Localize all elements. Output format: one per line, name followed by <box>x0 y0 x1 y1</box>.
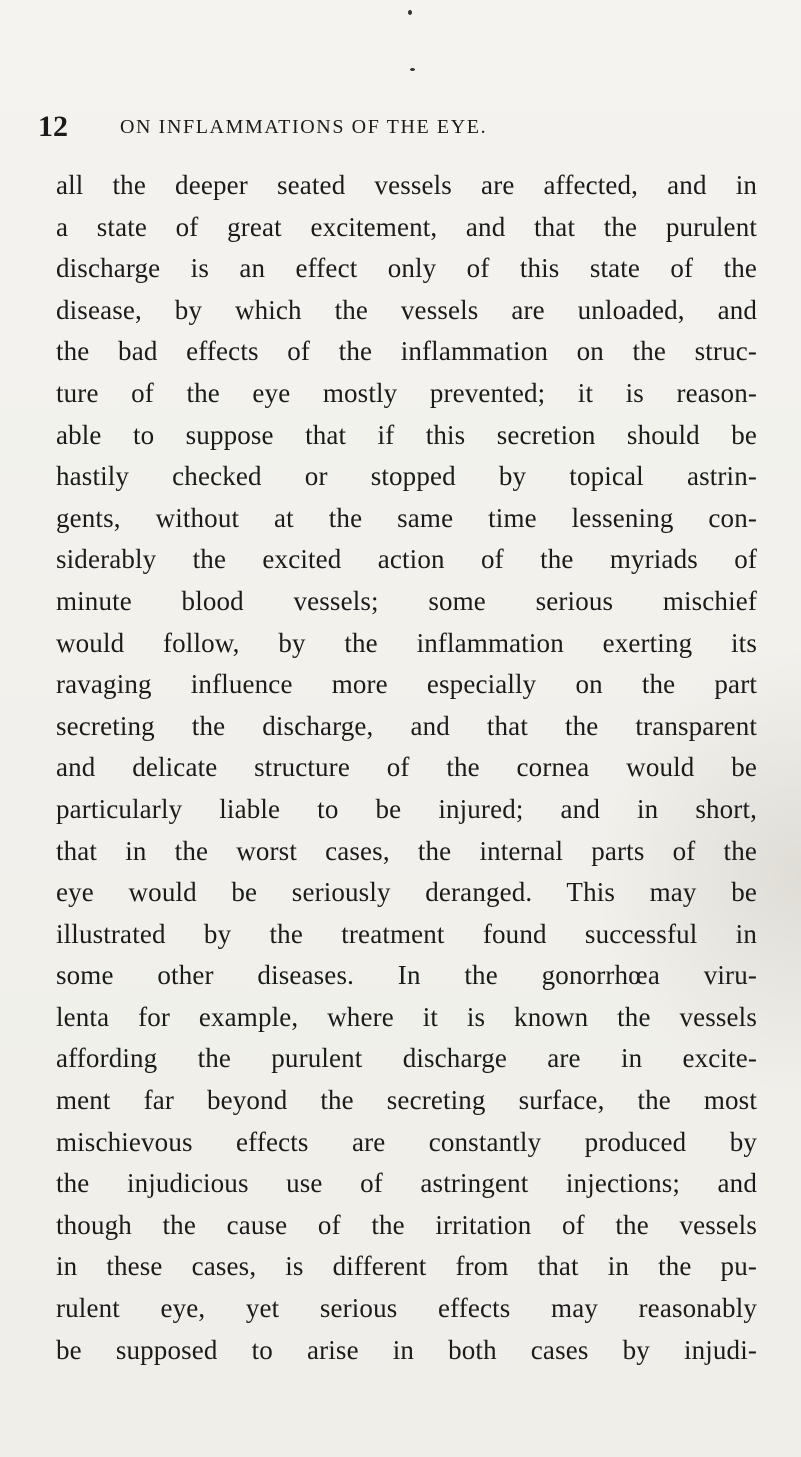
text-line: some other diseases. In the gonorrhœa viru- <box>56 960 757 991</box>
text-line: ravaging influence more especially on the part <box>56 669 757 700</box>
text-line: particularly liable to be injured; and in short, <box>56 793 757 824</box>
text-line: ment far beyond the secreting surface, the most <box>56 1085 757 1116</box>
text-line: eye would be seriously deranged. This may be <box>56 877 757 908</box>
text-line: minute blood vessels; some serious mischief <box>56 585 757 616</box>
text-line: in these cases, is different from that in the pu- <box>56 1251 757 1282</box>
text-line: secreting the discharge, and that the transparent <box>56 710 757 741</box>
page-header <box>38 107 758 147</box>
text-line: mischievous effects are constantly produced by <box>56 1126 757 1157</box>
text-line: the injudicious use of astringent injections; and <box>56 1168 757 1199</box>
text-line: disease, by which the vessels are unloaded, and <box>56 294 757 325</box>
text-line: siderably the excited action of the myriads of <box>56 544 757 575</box>
text-line: gents, without at the same time lessening con- <box>56 502 757 533</box>
text-line: ture of the eye mostly prevented; it is reason- <box>56 377 757 408</box>
ink-speck <box>408 10 412 15</box>
text-line: the bad effects of the inflammation on the struc- <box>56 336 757 367</box>
text-line: though the cause of the irritation of the vessels <box>56 1209 757 1240</box>
text-line: lenta for example, where it is known the vessels <box>56 1001 757 1032</box>
text-line: discharge is an effect only of this state of the <box>56 253 757 284</box>
text-line: all the deeper seated vessels are affected, and in <box>56 170 757 200</box>
running-head: ON INFLAMMATIONS OF THE EYE. <box>120 116 488 138</box>
text-line: able to suppose that if this secretion should be <box>56 419 757 450</box>
page-number: 12 <box>38 110 68 143</box>
body-text <box>56 165 757 1371</box>
text-line: would follow, by the inflammation exerting its <box>56 627 757 658</box>
text-line: that in the worst cases, the internal parts of the <box>56 835 757 866</box>
text-line: rulent eye, yet serious effects may reasonably <box>56 1293 757 1324</box>
text-line: be supposed to arise in both cases by injudi- <box>56 1334 757 1365</box>
ink-speck <box>410 68 415 71</box>
text-line: and delicate structure of the cornea would be <box>56 752 757 783</box>
text-line: a state of great excitement, and that the purulent <box>56 211 757 242</box>
text-line: illustrated by the treatment found successful in <box>56 918 757 949</box>
text-line: affording the purulent discharge are in excite- <box>56 1043 757 1074</box>
text-line: hastily checked or stopped by topical astrin- <box>56 461 757 492</box>
